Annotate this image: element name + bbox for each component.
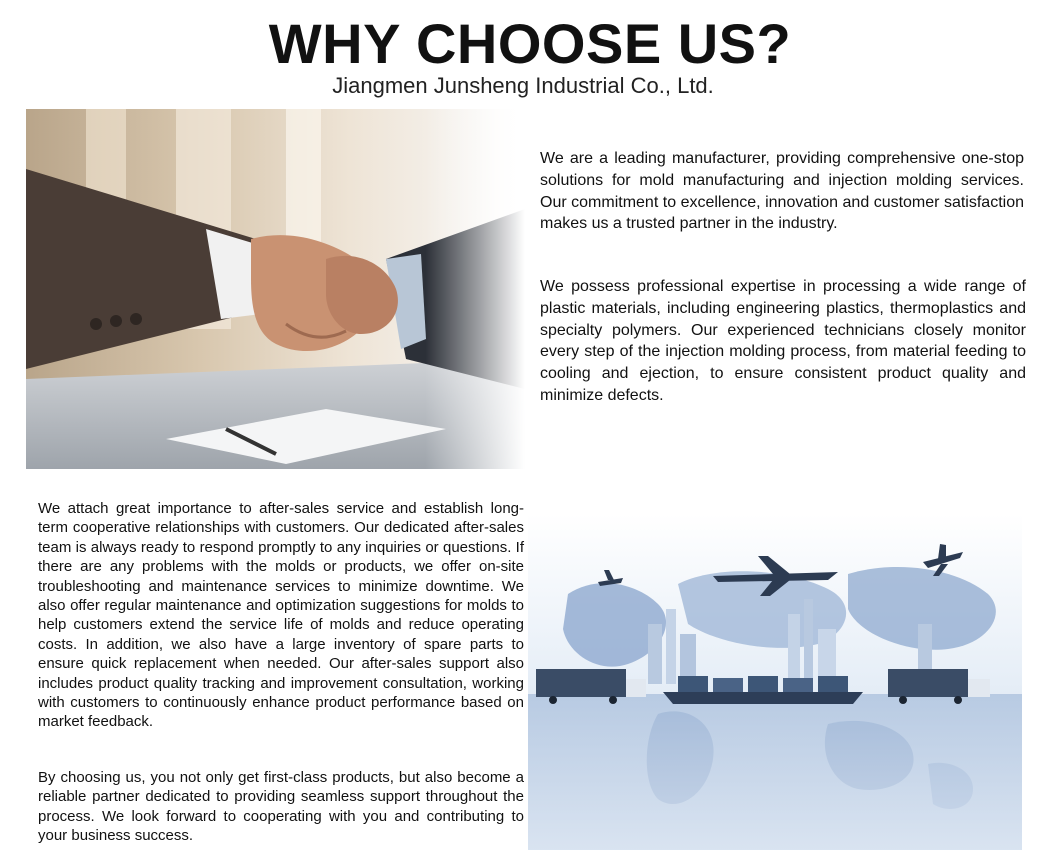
intro-paragraph: We are a leading manufacturer, providing comprehensive one-stop solutions for mold manufacturing and injection molding services. Our commitment to excellence, innovation and customer satisfaction makes us a trusted partner in the industry.	[540, 150, 1024, 233]
world-logistics-photo	[528, 514, 1022, 850]
handshake-photo	[26, 109, 525, 469]
closing-paragraph: By choosing us, you not only get first-class products, but also become a reliable partner dedicated to providing seamless support throughout the process. We look forward to cooperating with you and contributing to your business success.	[38, 769, 524, 845]
handshake-illustration	[26, 109, 525, 469]
logistics-illustration	[528, 514, 1022, 850]
company-name: Jiangmen Junsheng Industrial Co., Ltd.	[332, 73, 714, 98]
page-title: WHY CHOOSE US?	[268, 12, 792, 75]
expertise-paragraph: We possess professional expertise in processing a wide range of plastic materials, including engineering plastics, thermoplastics and specialty polymers. Our experienced technicians closely monitor every step of the injection molding process, from material feeding to cooling and ejection, to ensure consistent product quality and minimize defects.	[540, 278, 1026, 404]
after-sales-paragraph: We attach great importance to after-sales service and establish long-term cooperative relationships with customers. Our dedicated after-sales team is always ready to respond promptly to any inquiries or questions. If there are any problems with the molds or products, we offer on-site troubleshooting and maintenance services to minimize downtime. We also offer regular maintenance and optimization suggestions for molds to help customers extend the service life of molds and reduce operating costs. In addition, we also have a large inventory of spare parts to ensure quick replacement when needed. Our after-sales support also includes product quality tracking and improvement consultation, working with customers to continuously enhance product performance based on market feedback.	[38, 500, 524, 731]
